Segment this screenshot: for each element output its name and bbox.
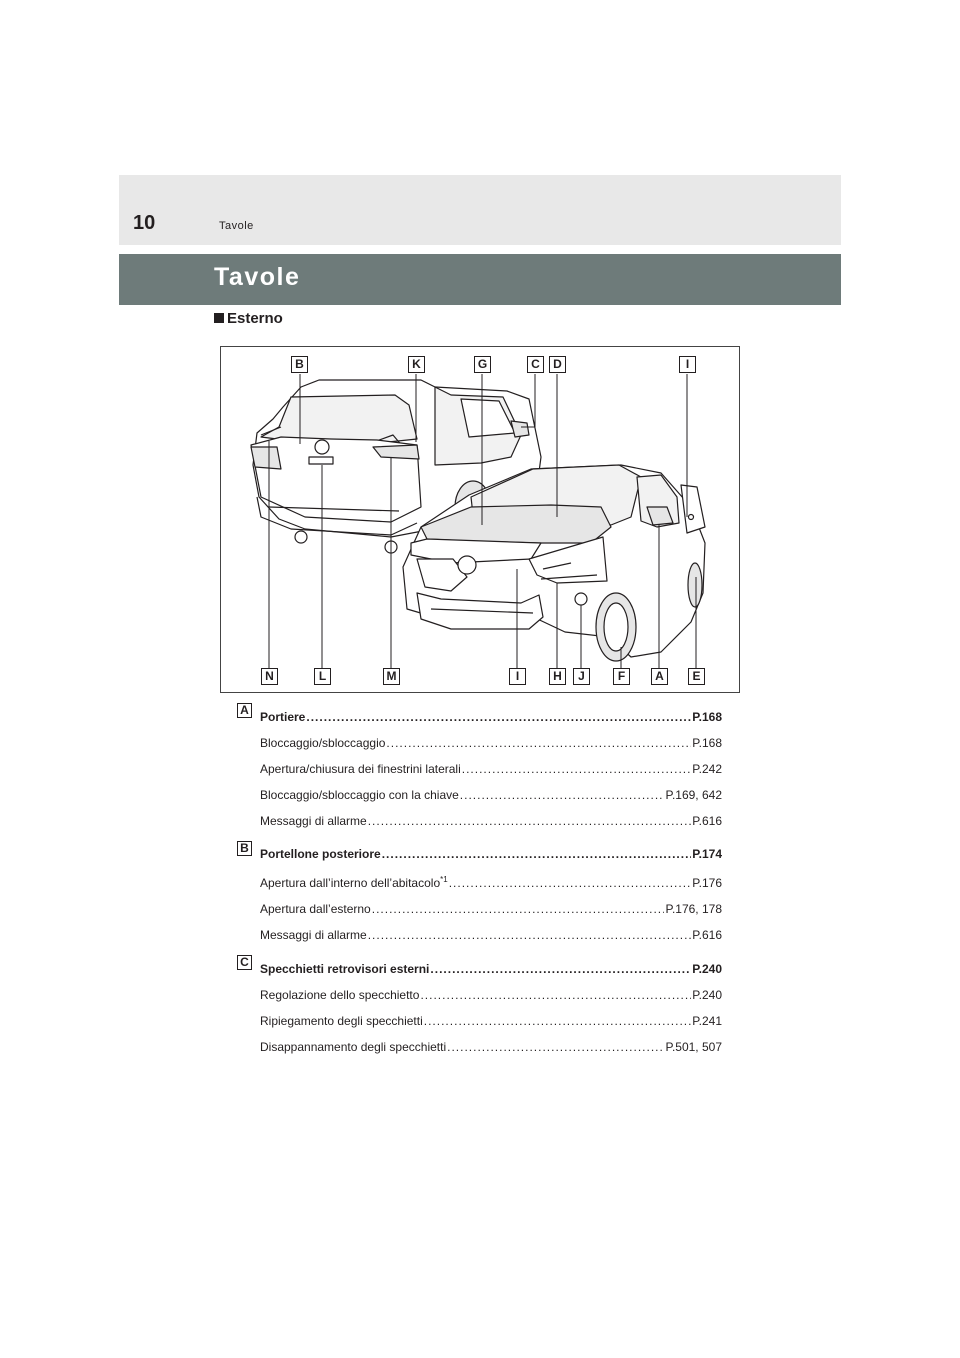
entry-text: Portellone posteriore [260,847,381,861]
callout-top-6: I [679,356,696,373]
callout-top-1: B [291,356,308,373]
callout-bottom-2: L [314,668,331,685]
entry-text: Messaggi di allarme [260,814,367,828]
entry-text: Portiere [260,710,306,724]
callout-top-3: G [474,356,491,373]
index-entry[interactable] [260,902,722,918]
callout-top-5: D [549,356,566,373]
entry-text: Disappannamento degli specchietti [260,1040,447,1054]
entry-page-ref: P.176 [692,876,722,890]
entry-page-ref: P.240 [692,962,722,976]
footnote-marker: *1 [440,875,448,884]
entry-text: Bloccaggio/sbloccaggio con la chiave [260,788,459,802]
index-entry[interactable] [260,736,722,752]
entry-page-ref: P.242 [692,762,722,776]
entry-page-ref: P.240 [692,988,722,1002]
entry-text: Apertura dall’esterno [260,902,371,916]
header-band [119,175,841,245]
vehicle-drawing [221,347,739,692]
section-label-a: A [237,703,252,718]
callout-top-4: C [527,356,544,373]
callout-top-2: K [408,356,425,373]
section-label-c: C [237,955,252,970]
square-bullet-icon [214,313,224,323]
callout-bottom-5: H [549,668,566,685]
dot-leader [462,762,691,776]
subheading-esterno [214,310,283,327]
entry-text: Bloccaggio/sbloccaggio [260,736,386,750]
index-entry[interactable] [260,847,722,863]
dot-leader [424,1014,691,1028]
callout-bottom-4: I [509,668,526,685]
dot-leader [368,814,691,828]
callout-bottom-1: N [261,668,278,685]
entry-page-ref: P.241 [692,1014,722,1028]
dot-leader [382,847,691,861]
index-entry[interactable] [260,988,722,1004]
entry-page-ref: P.616 [692,928,722,942]
dot-leader [372,902,665,916]
entry-page-ref: P.168 [692,710,722,724]
entry-text: Apertura/chiusura dei finestrini laterali [260,762,461,776]
callout-bottom-7: F [613,668,630,685]
entry-text: Regolazione dello specchietto [260,988,420,1002]
subheading-text: Esterno [227,310,283,327]
dot-leader [449,876,692,890]
page-number: 10 [133,212,156,234]
callout-bottom-3: M [383,668,400,685]
entry-page-ref: P.174 [692,847,722,861]
dot-leader [460,788,665,802]
entry-text: Specchietti retrovisori esterni [260,962,430,976]
entry-text-main: Apertura dall’interno dell’abitacolo [260,876,441,890]
dot-leader [430,962,691,976]
entry-page-ref: P.501, 507 [665,1040,722,1054]
dot-leader [386,736,691,750]
page-title: Tavole [214,263,301,291]
entry-text: Messaggi di allarme [260,928,367,942]
header-section-title: Tavole [219,220,254,232]
section-label-b: B [237,841,252,856]
entry-page-ref: P.176, 178 [665,902,722,916]
index-entry[interactable] [260,1040,722,1056]
callout-bottom-9: E [688,668,705,685]
entry-page-ref: P.168 [692,736,722,750]
index-entry[interactable] [260,710,722,726]
dot-leader [368,928,691,942]
entry-page-ref: P.616 [692,814,722,828]
index-entry[interactable] [260,928,722,944]
exterior-illustration [220,346,740,693]
index-entry[interactable] [260,1014,722,1030]
entry-text [260,876,448,890]
dot-leader [447,1040,664,1054]
index-entry[interactable] [260,814,722,830]
callout-bottom-6: J [573,668,590,685]
index-entry[interactable] [260,788,722,804]
index-entry[interactable] [260,876,722,892]
dot-leader [306,710,691,724]
index-entry[interactable] [260,762,722,778]
callout-bottom-8: A [651,668,668,685]
dot-leader [420,988,691,1002]
index-entry[interactable] [260,962,722,978]
entry-text: Ripiegamento degli specchietti [260,1014,423,1028]
entry-page-ref: P.169, 642 [665,788,722,802]
